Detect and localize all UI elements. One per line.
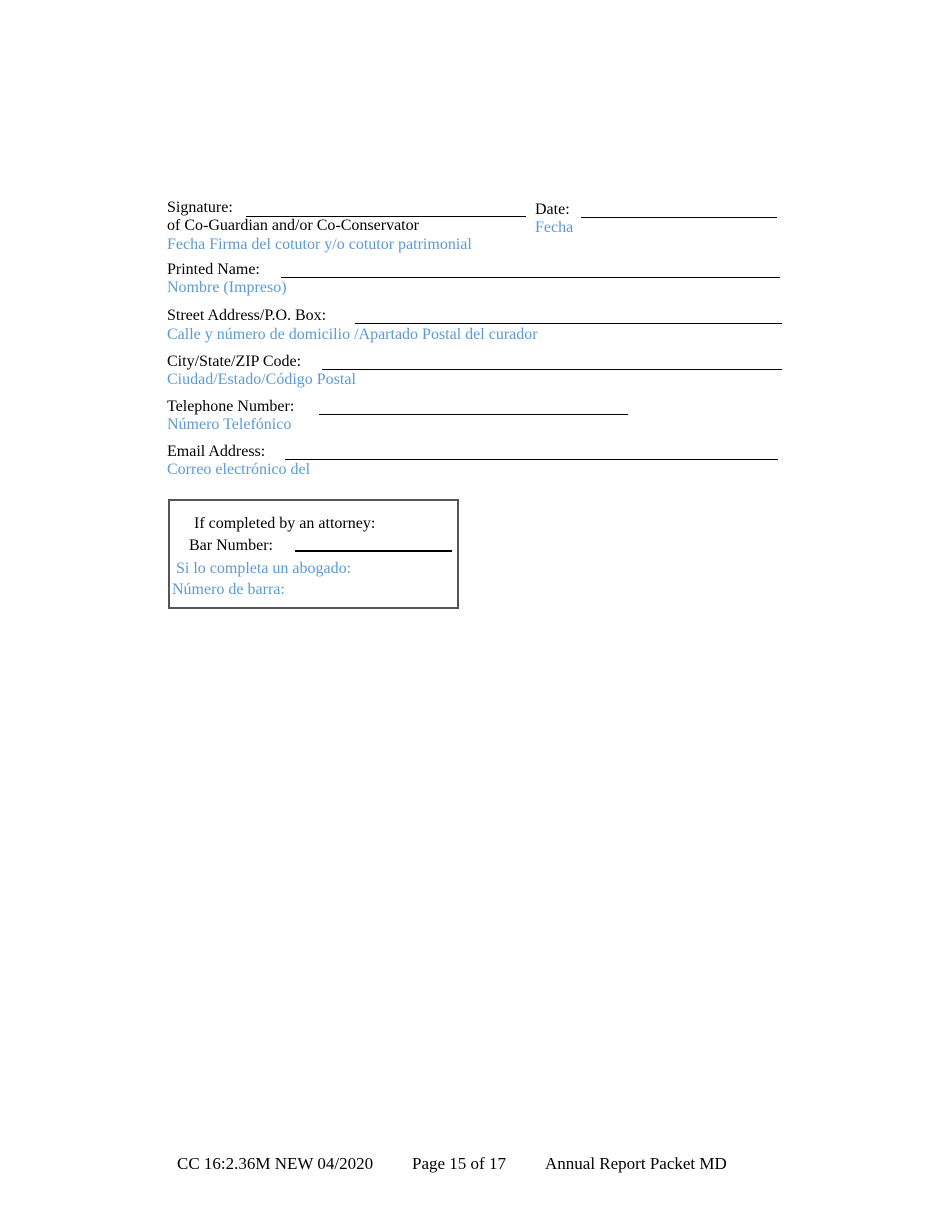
street-address-field[interactable] [355,323,782,324]
signature-spanish-label: Fecha Firma del cotutor y/o cotutor patrimonial [167,236,472,253]
printed-name-field[interactable] [281,277,780,278]
street-address-label: Street Address/P.O. Box: [167,307,327,324]
email-label: Email Address: [167,443,266,460]
attorney-heading: If completed by an attorney: [194,515,376,532]
bar-number-label: Bar Number: [189,537,273,554]
email-spanish-label: Correo electrónico del [167,461,311,478]
telephone-spanish-label: Número Telefónico [167,416,292,433]
city-state-zip-spanish-label: Ciudad/Estado/Código Postal [167,371,356,388]
email-field[interactable] [285,459,778,460]
signature-sub-label: of Co-Guardian and/or Co-Conservator [167,217,419,234]
telephone-label: Telephone Number: [167,398,295,415]
street-address-spanish-label: Calle y número de domicilio /Apartado Postal del curador [167,326,538,343]
bar-number-spanish-label: Número de barra: [172,581,285,598]
date-field[interactable] [581,217,777,218]
footer-form-id: CC 16:2.36M NEW 04/2020 [177,1154,374,1173]
printed-name-label: Printed Name: [167,261,260,278]
attorney-spanish-heading: Si lo completa un abogado: [176,560,352,577]
footer-title: Annual Report Packet MD [545,1154,727,1173]
date-label: Date: [535,201,570,218]
printed-name-spanish-label: Nombre (Impreso) [167,279,287,296]
bar-number-field[interactable] [295,550,452,552]
date-spanish-label: Fecha [535,219,574,236]
telephone-field[interactable] [319,414,628,415]
signature-label: Signature: [167,199,233,216]
footer-page-number: Page 15 of 17 [412,1154,506,1173]
city-state-zip-field[interactable] [322,369,782,370]
city-state-zip-label: City/State/ZIP Code: [167,353,302,370]
